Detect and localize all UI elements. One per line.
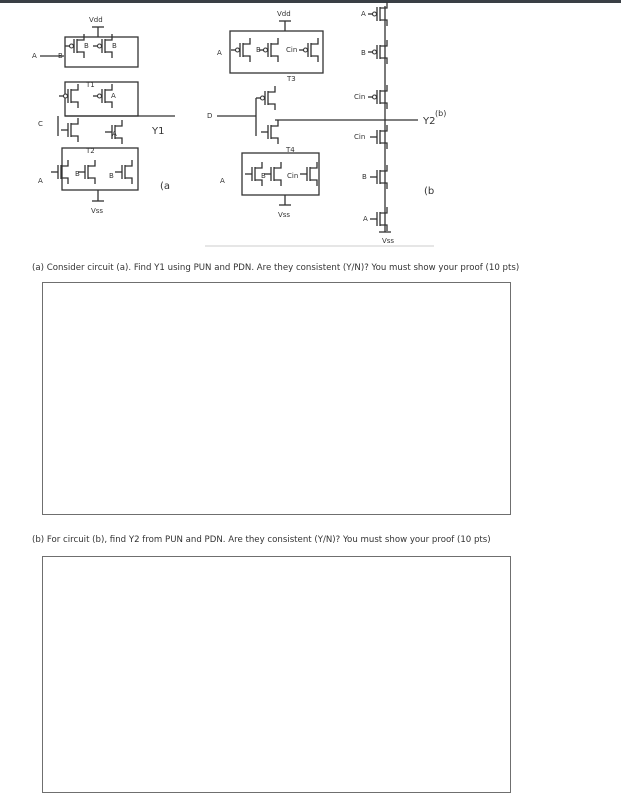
nmos-a-b4: [115, 160, 132, 184]
answer-box-b[interactable]: [42, 556, 511, 793]
nmos-a-a4: [51, 160, 68, 184]
pmos-b-a1: [231, 38, 250, 62]
label-b-t3: T3: [287, 75, 296, 83]
vdd-label-a: Vdd: [89, 16, 103, 24]
pmos-b-b1: [259, 38, 278, 62]
circuit-a: [32, 16, 175, 215]
label-a-b1: B: [58, 52, 63, 60]
nmos-a-c: [61, 118, 78, 142]
caption-a: (a: [160, 181, 171, 192]
label-b-a1: A: [217, 49, 222, 57]
nmos-b-a: [245, 162, 262, 186]
nmos-b-b: [264, 162, 281, 186]
vss-label-a: Vss: [91, 207, 104, 215]
pmos-a-c: [59, 84, 78, 108]
output-y2-sup: (b): [435, 109, 447, 118]
caption-b: (b: [424, 186, 435, 197]
circuit-diagrams: [0, 0, 621, 255]
label-b-b2: B: [261, 172, 266, 180]
pmos-b-chain-b: [368, 40, 387, 64]
label-b-b1: B: [256, 46, 261, 54]
pmos-b-cin1: [299, 38, 318, 62]
label-b-cin1: Cin: [286, 46, 298, 54]
pmos-b-chain-cin: [368, 85, 387, 109]
nmos-b-cin: [300, 162, 317, 186]
vss-label-b-chain: Vss: [382, 237, 395, 245]
question-b-text: (b) For circuit (b), find Y2 from PUN and PDN. Are they consistent (Y/N)? You must show your proof (10 pts): [32, 535, 491, 545]
label-b-a2: A: [220, 177, 225, 185]
label-a-b1b: B: [84, 42, 89, 50]
label-a-a1: A: [32, 52, 37, 60]
pmos-b-d: [256, 86, 275, 110]
label-b-cin2: Cin: [287, 172, 299, 180]
vss-label-b: Vss: [278, 211, 291, 219]
label-b-t4: T4: [286, 146, 295, 154]
output-y1-label: Y1: [152, 126, 165, 137]
label-a-c: C: [38, 120, 43, 128]
label-b-chain-a1: A: [361, 10, 366, 18]
label-a-b2: B: [112, 42, 117, 50]
label-a-t1: T1: [86, 81, 95, 89]
label-a-a3: A: [112, 130, 117, 138]
question-a-text: (a) Consider circuit (a). Find Y1 using PUN and PDN. Are they consistent (Y/N)? You must show your proof (10 pts): [32, 263, 520, 273]
pmos-b-chain-a: [368, 2, 387, 26]
vdd-label-b: Vdd: [277, 10, 291, 18]
label-a-a2: A: [111, 92, 116, 100]
label-b-chain-cin2: Cin: [354, 133, 366, 141]
nmos-b-d: [261, 120, 278, 144]
output-y2-label: Y2: [423, 116, 436, 127]
label-a-t2: T2: [86, 147, 95, 155]
nmos-a-b3: [78, 160, 95, 184]
label-b-chain-b1: B: [361, 49, 366, 57]
label-a-b3: B: [75, 170, 80, 178]
label-a-a4: A: [38, 177, 43, 185]
label-b-chain-cin1: Cin: [354, 93, 366, 101]
label-b-d: D: [207, 112, 213, 120]
label-b-chain-a2: A: [363, 215, 368, 223]
circuit-b: [205, 2, 446, 246]
answer-box-a[interactable]: [42, 282, 511, 515]
label-b-chain-b2: B: [362, 173, 367, 181]
label-a-b4: B: [109, 172, 114, 180]
pmos-a-a2: [93, 84, 112, 108]
